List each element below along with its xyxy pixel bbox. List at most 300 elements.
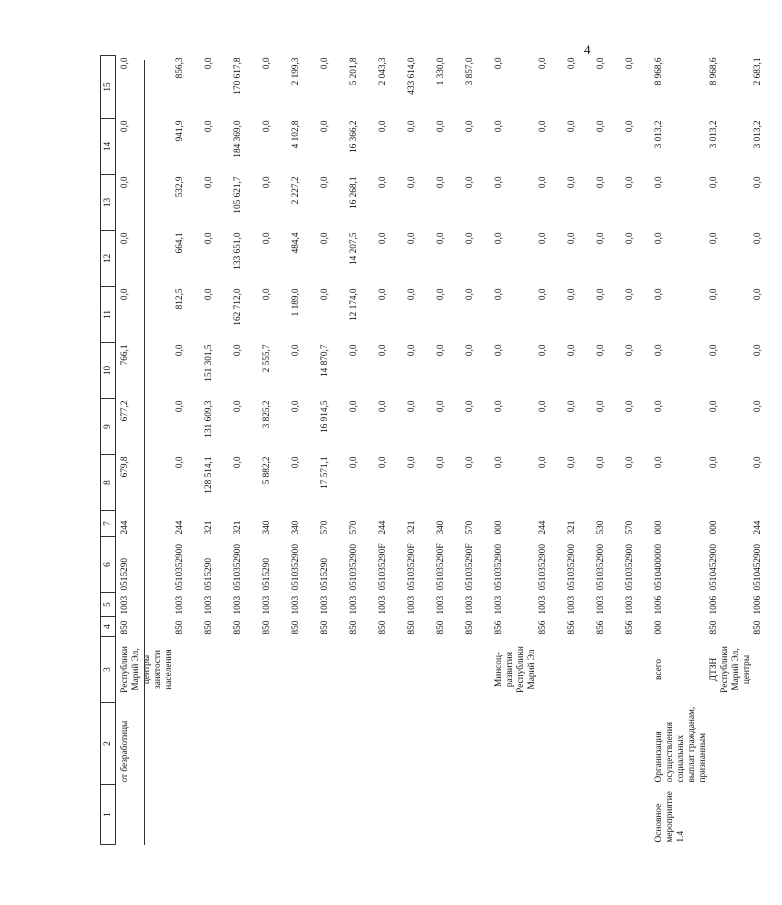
- table-cell: 0,0: [625, 232, 635, 245]
- table-cell: [407, 785, 436, 845]
- column-header-14: 14: [101, 119, 116, 175]
- table-cell: 0,0: [494, 344, 504, 357]
- table-cell: 0,0: [233, 344, 243, 357]
- table-cell: [436, 785, 465, 845]
- table-cell: 0,0: [538, 232, 548, 245]
- table-row: [436, 56, 465, 845]
- table-cell: 0,0: [596, 57, 606, 70]
- table-cell: 0,0: [709, 400, 719, 413]
- table-cell: 0510352900: [175, 544, 185, 591]
- table-cell: 000: [494, 520, 504, 535]
- table-cell: 0,0: [120, 288, 130, 301]
- table-row: [709, 56, 753, 845]
- table-cell: 0,0: [596, 176, 606, 189]
- table-cell: 1006: [654, 595, 664, 615]
- table-cell: 0510452900: [709, 544, 719, 591]
- table-cell: 0,0: [625, 176, 635, 189]
- table-row: [116, 56, 176, 845]
- table-cell: [567, 637, 596, 703]
- table-cell: 2 199,3: [291, 57, 301, 86]
- table-cell: 0,0: [465, 400, 475, 413]
- table-cell: 1006: [709, 595, 719, 615]
- table-cell: 1003: [204, 595, 214, 615]
- table-cell: 0,0: [262, 176, 272, 189]
- table-cell: 850: [349, 620, 359, 635]
- table-cell: 0,0: [378, 120, 388, 133]
- table-cell: [262, 703, 291, 785]
- table-cell: [596, 637, 625, 703]
- table-cell: 4 102,8: [291, 120, 301, 149]
- table-cell: 1003: [567, 595, 577, 615]
- column-header-8: 8: [101, 455, 116, 511]
- column-header-5: 5: [101, 593, 116, 617]
- table-cell: 0,0: [436, 456, 446, 469]
- table-cell: Основное мероприятие 1.4: [654, 791, 686, 843]
- table-cell: [320, 785, 349, 845]
- table-cell: 0,0: [233, 456, 243, 469]
- table-cell: 0,0: [567, 57, 577, 70]
- table-cell: 0,0: [753, 400, 763, 413]
- table-cell: 850: [262, 620, 272, 635]
- table-row: [349, 56, 378, 845]
- table-cell: 856: [494, 620, 504, 635]
- table-row: [320, 56, 349, 845]
- table-cell: [262, 637, 291, 703]
- table-cell: ДТЗН Республики Марий Эл, центры: [709, 646, 752, 693]
- table-cell: 244: [753, 520, 763, 535]
- table-cell: 0,0: [596, 120, 606, 133]
- table-cell: 0,0: [349, 400, 359, 413]
- table-cell: 0,0: [753, 176, 763, 189]
- column-header-4: 4: [101, 617, 116, 637]
- table-cell: 0510400000: [654, 544, 664, 591]
- table-cell: 0,0: [494, 288, 504, 301]
- table-cell: [709, 785, 753, 845]
- table-cell: 0,0: [378, 232, 388, 245]
- table-cell: 0,0: [204, 176, 214, 189]
- table-cell: 0,0: [233, 400, 243, 413]
- table-cell: 0,0: [407, 456, 417, 469]
- table-cell: 0510352900: [625, 544, 635, 591]
- table-cell: 14 207,5: [349, 232, 359, 266]
- column-header-7: 7: [101, 511, 116, 537]
- column-header-11: 11: [101, 287, 116, 343]
- table-cell: 0515290: [320, 557, 330, 591]
- table-cell: 0,0: [436, 176, 446, 189]
- table-cell: 0,0: [120, 232, 130, 245]
- table-cell: 0,0: [625, 288, 635, 301]
- table-cell: 0,0: [320, 57, 330, 70]
- table-cell: 0,0: [436, 344, 446, 357]
- column-header-1: 1: [101, 785, 116, 845]
- table-cell: 1 189,0: [291, 288, 301, 317]
- table-cell: 0,0: [407, 232, 417, 245]
- table-cell: 0510352900: [596, 544, 606, 591]
- table-cell: [116, 785, 176, 845]
- table-cell: 184 369,0: [233, 120, 243, 158]
- table-cell: 0,0: [538, 456, 548, 469]
- table-cell: 105 621,7: [233, 176, 243, 214]
- table-cell: [709, 703, 753, 785]
- table-cell: 0,0: [465, 344, 475, 357]
- table-cell: 850: [378, 620, 388, 635]
- table-cell: 0,0: [538, 57, 548, 70]
- table-cell: 850: [233, 620, 243, 635]
- table-cell: [436, 703, 465, 785]
- table-cell: 0,0: [378, 400, 388, 413]
- budget-table: [100, 55, 782, 845]
- table-cell: [538, 703, 567, 785]
- table-row: [378, 56, 407, 845]
- table-cell: 0,0: [567, 288, 577, 301]
- table-cell: 0,0: [567, 400, 577, 413]
- table-row: [233, 56, 262, 845]
- table-row: [407, 56, 436, 845]
- table-cell: 679,8: [120, 456, 130, 478]
- table-cell: 0,0: [567, 456, 577, 469]
- table-cell: 1003: [625, 595, 635, 615]
- table-cell: 0,0: [709, 232, 719, 245]
- table-cell: 856,3: [175, 57, 185, 79]
- table-cell: 051035290F: [465, 543, 475, 591]
- table-row: [753, 56, 782, 845]
- table-cell: 1003: [291, 595, 301, 615]
- table-cell: 321: [567, 520, 577, 535]
- table-cell: 850: [407, 620, 417, 635]
- column-header-10: 10: [101, 343, 116, 399]
- table-cell: 0,0: [625, 120, 635, 133]
- table-cell: 244: [120, 520, 130, 535]
- table-cell: 0510352900: [538, 544, 548, 591]
- table-cell: 0,0: [538, 288, 548, 301]
- table-cell: 0,0: [465, 232, 475, 245]
- table-cell: 0,0: [625, 57, 635, 70]
- table-cell: от безработицы: [120, 720, 130, 783]
- table-cell: 1003: [538, 595, 548, 615]
- table-cell: [204, 785, 233, 845]
- table-cell: 0,0: [465, 456, 475, 469]
- table-cell: [625, 703, 654, 785]
- table-cell: 433 614,0: [407, 57, 417, 95]
- column-header-9: 9: [101, 399, 116, 455]
- table-cell: [625, 637, 654, 703]
- table-cell: 5 882,2: [262, 456, 272, 485]
- table-cell: 0,0: [494, 176, 504, 189]
- table-cell: 0,0: [596, 288, 606, 301]
- table-cell: [538, 637, 567, 703]
- table-cell: [320, 703, 349, 785]
- table-cell: 0,0: [709, 176, 719, 189]
- table-cell: [567, 785, 596, 845]
- table-cell: 0,0: [654, 456, 664, 469]
- table-cell: 0,0: [625, 456, 635, 469]
- table-cell: Минсоц-развития Республики Марий Эл: [494, 646, 537, 693]
- table-cell: 340: [436, 520, 446, 535]
- table-cell: [753, 703, 782, 785]
- table-row: [291, 56, 320, 845]
- table-cell: 850: [120, 620, 130, 635]
- table-cell: [407, 637, 436, 703]
- table-cell: 0510452900: [753, 544, 763, 591]
- table-cell: 0,0: [753, 288, 763, 301]
- table-cell: 0,0: [378, 456, 388, 469]
- table-cell: [407, 703, 436, 785]
- table-cell: 856: [596, 620, 606, 635]
- table-cell: 0,0: [753, 456, 763, 469]
- table-cell: 128 514,1: [204, 456, 214, 494]
- table-cell: [378, 637, 407, 703]
- table-cell: 0,0: [709, 456, 719, 469]
- table-cell: 0,0: [320, 288, 330, 301]
- table-cell: [204, 703, 233, 785]
- table-cell: 0,0: [596, 344, 606, 357]
- table-cell: 0,0: [567, 232, 577, 245]
- table-cell: [291, 785, 320, 845]
- table-cell: 856: [625, 620, 635, 635]
- table-cell: [596, 785, 625, 845]
- table-cell: 0515290: [204, 557, 214, 591]
- table-cell: [378, 703, 407, 785]
- table-cell: 530: [596, 520, 606, 535]
- table-cell: [204, 637, 233, 703]
- table-cell: 0,0: [465, 176, 475, 189]
- table-cell: 0,0: [407, 176, 417, 189]
- table-cell: 0,0: [494, 456, 504, 469]
- table-cell: 0510352900: [233, 544, 243, 591]
- table-cell: 0,0: [494, 232, 504, 245]
- table-cell: 1006: [753, 595, 763, 615]
- table-cell: 570: [625, 520, 635, 535]
- table-cell: [349, 785, 378, 845]
- table-cell: 321: [407, 520, 417, 535]
- table-cell: 0,0: [204, 120, 214, 133]
- table-row: [567, 56, 596, 845]
- table-cell: 0,0: [291, 456, 301, 469]
- table-cell: 0,0: [262, 288, 272, 301]
- table-cell: Организация осуществления социальных выплат гражданам, признанным: [654, 706, 708, 783]
- table-cell: 000: [654, 620, 664, 635]
- table-cell: 0,0: [378, 288, 388, 301]
- table-cell: 0,0: [654, 400, 664, 413]
- table-cell: [753, 637, 782, 703]
- table-cell: [567, 703, 596, 785]
- rotated-budget-table-sheet: [100, 57, 763, 845]
- table-cell: 151 301,5: [204, 344, 214, 382]
- table-cell: 0,0: [654, 176, 664, 189]
- table-cell: 1003: [596, 595, 606, 615]
- table-row: [494, 56, 538, 845]
- table-cell: [625, 785, 654, 845]
- column-header-13: 13: [101, 175, 116, 231]
- table-cell: [233, 637, 262, 703]
- table-header-row: [101, 56, 116, 845]
- table-cell: 162 712,0: [233, 288, 243, 326]
- table-cell: 0510352900: [291, 544, 301, 591]
- table-cell: 484,4: [291, 232, 301, 254]
- table-cell: 0,0: [378, 176, 388, 189]
- table-cell: 17 571,1: [320, 456, 330, 490]
- table-cell: 1003: [378, 595, 388, 615]
- table-cell: [538, 785, 567, 845]
- table-cell: [494, 703, 538, 785]
- table-cell: 856: [538, 620, 548, 635]
- table-row: [204, 56, 233, 845]
- table-cell: [262, 785, 291, 845]
- table-cell: 051035290F: [407, 543, 417, 591]
- column-header-6: 6: [101, 537, 116, 593]
- table-cell: 16 366,2: [349, 120, 359, 154]
- table-cell: 0,0: [567, 176, 577, 189]
- table-cell: 14 870,7: [320, 344, 330, 378]
- table-cell: 244: [378, 520, 388, 535]
- table-cell: 0,0: [538, 120, 548, 133]
- table-cell: 0515290: [262, 557, 272, 591]
- table-cell: 0,0: [494, 57, 504, 70]
- table-cell: 3 013,2: [753, 120, 763, 149]
- table-cell: 321: [233, 520, 243, 535]
- table-cell: 000: [709, 520, 719, 535]
- table-cell: 570: [320, 520, 330, 535]
- table-cell: 0,0: [654, 288, 664, 301]
- table-cell: [753, 785, 782, 845]
- table-cell: 170 617,8: [233, 57, 243, 95]
- page-number: 4: [584, 42, 591, 57]
- table-cell: 0,0: [436, 232, 446, 245]
- table-cell: 0,0: [625, 344, 635, 357]
- table-cell: 8 968,6: [654, 57, 664, 86]
- table-cell: [175, 785, 204, 845]
- table-cell: [378, 785, 407, 845]
- table-cell: 677,2: [120, 400, 130, 422]
- table-cell: 850: [291, 620, 301, 635]
- table-cell: 850: [753, 620, 763, 635]
- table-cell: 0,0: [654, 232, 664, 245]
- table-cell: 0,0: [465, 288, 475, 301]
- table-cell: [349, 703, 378, 785]
- table-cell: 850: [436, 620, 446, 635]
- table-cell: 340: [262, 520, 272, 535]
- table-cell: [465, 703, 494, 785]
- table-cell: 0,0: [709, 344, 719, 357]
- table-row: [596, 56, 625, 845]
- table-cell: [175, 637, 204, 703]
- table-cell: 0510352900: [349, 544, 359, 591]
- table-cell: [320, 637, 349, 703]
- column-header-3: 3: [101, 637, 116, 703]
- table-cell: [175, 703, 204, 785]
- table-cell: 12 174,0: [349, 288, 359, 322]
- table-cell: 0,0: [407, 120, 417, 133]
- table-cell: 1003: [320, 595, 330, 615]
- table-cell: [436, 637, 465, 703]
- table-row: [465, 56, 494, 845]
- table-cell: 000: [654, 520, 664, 535]
- table-cell: 532,9: [175, 176, 185, 198]
- table-cell: всего: [654, 659, 664, 680]
- table-cell: 0,0: [320, 176, 330, 189]
- table-cell: 1003: [233, 595, 243, 615]
- table-cell: [291, 637, 320, 703]
- table-cell: 0,0: [625, 400, 635, 413]
- table-cell: 0510352900: [567, 544, 577, 591]
- table-cell: 0,0: [753, 232, 763, 245]
- table-cell: 3 013,2: [654, 120, 664, 149]
- table-cell: 051035290F: [436, 543, 446, 591]
- table-cell: 0,0: [320, 120, 330, 133]
- table-cell: 570: [349, 520, 359, 535]
- table-cell: 0,0: [538, 344, 548, 357]
- table-cell: 0,0: [407, 400, 417, 413]
- table-cell: 2 043,3: [378, 57, 388, 86]
- table-cell: 0510352900: [494, 544, 504, 591]
- table-cell: 1003: [349, 595, 359, 615]
- table-cell: 0,0: [349, 456, 359, 469]
- table-cell: 1003: [465, 595, 475, 615]
- table-cell: 0,0: [120, 120, 130, 133]
- table-cell: 0,0: [378, 344, 388, 357]
- table-cell: [233, 703, 262, 785]
- table-cell: 1003: [436, 595, 446, 615]
- table-cell: 133 651,0: [233, 232, 243, 270]
- table-cell: 664,1: [175, 232, 185, 254]
- table-cell: Республики Марий Эл, центры занятости населения: [120, 646, 174, 693]
- table-cell: 2 227,2: [291, 176, 301, 205]
- table-cell: 3 825,2: [262, 400, 272, 429]
- table-cell: 941,9: [175, 120, 185, 142]
- table-cell: 3 857,0: [465, 57, 475, 86]
- divider-under-header: [144, 60, 145, 845]
- table-cell: [291, 703, 320, 785]
- table-cell: 8 968,6: [709, 57, 719, 86]
- table-cell: 0,0: [538, 400, 548, 413]
- table-cell: 244: [538, 520, 548, 535]
- table-cell: 0,0: [753, 344, 763, 357]
- table-cell: 0,0: [654, 344, 664, 357]
- table-row: [262, 56, 291, 845]
- table-cell: 0,0: [291, 344, 301, 357]
- table-cell: 0,0: [596, 456, 606, 469]
- table-cell: 0,0: [465, 120, 475, 133]
- column-header-2: 2: [101, 703, 116, 785]
- column-header-12: 12: [101, 231, 116, 287]
- table-cell: 16 914,5: [320, 400, 330, 434]
- table-cell: 0,0: [262, 57, 272, 70]
- table-cell: 0,0: [204, 232, 214, 245]
- table-cell: 340: [291, 520, 301, 535]
- table-row: [654, 56, 709, 845]
- table-cell: 850: [465, 620, 475, 635]
- table-cell: 321: [204, 520, 214, 535]
- table-cell: 0,0: [596, 400, 606, 413]
- table-cell: 0,0: [120, 176, 130, 189]
- table-cell: 856: [567, 620, 577, 635]
- table-cell: 0,0: [262, 120, 272, 133]
- table-cell: 812,5: [175, 288, 185, 310]
- table-cell: 1 330,0: [436, 57, 446, 86]
- table-cell: 850: [320, 620, 330, 635]
- table-cell: 850: [204, 620, 214, 635]
- table-cell: [596, 703, 625, 785]
- table-cell: 0,0: [291, 400, 301, 413]
- table-cell: 766,1: [120, 344, 130, 366]
- table-cell: [233, 785, 262, 845]
- table-row: [538, 56, 567, 845]
- table-cell: 0,0: [538, 176, 548, 189]
- table-cell: 0,0: [494, 400, 504, 413]
- table-cell: 1003: [175, 595, 185, 615]
- column-header-15: 15: [101, 56, 116, 119]
- table-cell: [465, 785, 494, 845]
